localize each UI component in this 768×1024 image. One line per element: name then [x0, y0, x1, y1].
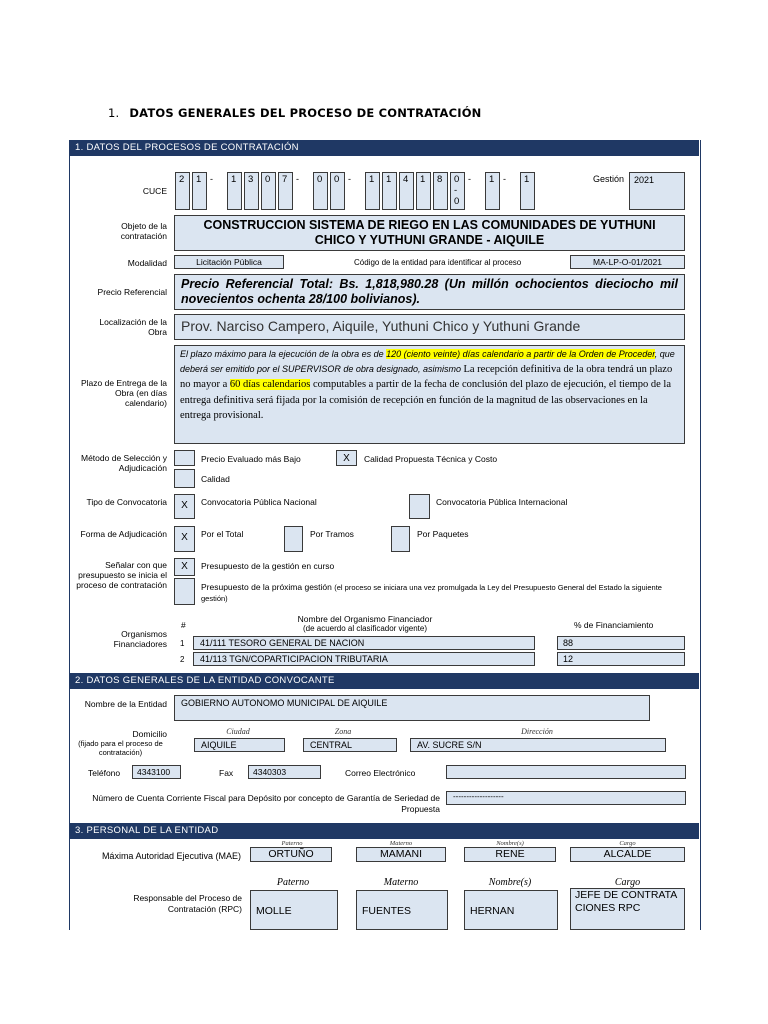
tipo-label: Tipo de Convocatoria [86, 497, 167, 507]
objeto-label: Objeto de la contratación [120, 221, 167, 241]
col-direccion: Dirección [521, 727, 553, 736]
cuce-label: CUCE [142, 186, 167, 196]
cuce-digit-box[interactable]: 4 [399, 172, 414, 210]
org-row-2-num: 2 [180, 655, 185, 664]
cuce-digit-box[interactable]: 0 [261, 172, 276, 210]
mae-col-paterno: Paterno [281, 840, 303, 847]
plazo-text-4: computables a partir de la fecha de conclusión del plazo de ejecución, el tiempo de la entrega definitiva será fijada por la comisión de recepción en función de la magnitud de las observaciones en la entrega provisional. [180, 379, 671, 421]
forma-total-label: Por el Total [201, 529, 244, 539]
forma-paquetes-checkbox[interactable] [391, 526, 410, 552]
forma-total-checkbox[interactable]: X [174, 526, 195, 552]
modalidad-label: Modalidad [127, 258, 167, 268]
telefono-label: Teléfono [88, 768, 121, 778]
mae-cargo-field[interactable]: ALCALDE [570, 847, 685, 862]
rpc-nombre-field[interactable]: HERNAN [464, 890, 558, 930]
precio-field[interactable]: Precio Referencial Total: Bs. 1,818,980.28 (Un millón ochocientos dieciocho mil novecientos ochenta 28/100 bolivianos). [174, 274, 685, 310]
cuce-separator: - [503, 174, 506, 184]
precio-label: Precio Referencial [97, 287, 167, 297]
cuce-digit-box[interactable]: 1 [416, 172, 431, 210]
rpc-label: Responsable del Proceso de Contratación (RPC) [133, 893, 242, 914]
org-row-1-name[interactable]: 41/111 TESORO GENERAL DE NACION [193, 636, 535, 650]
section2-header: 2. DATOS GENERALES DE LA ENTIDAD CONVOCANTE [69, 673, 699, 689]
section3-header: 3. PERSONAL DE LA ENTIDAD [69, 823, 699, 839]
cuce-digit-box[interactable]: 1 [192, 172, 207, 210]
mae-paterno-field[interactable]: ORTUÑO [250, 847, 332, 862]
codigo-label: Código de la entidad para identificar al proceso [354, 258, 522, 267]
cuce-digit-box[interactable]: 3 [244, 172, 259, 210]
mae-nombre-field[interactable]: RENE [464, 847, 556, 862]
cuce-digit-box[interactable]: 7 [278, 172, 293, 210]
objeto-field[interactable]: CONSTRUCCION SISTEMA DE RIEGO EN LAS COMUNIDADES DE YUTHUNI CHICO Y YUTHUNI GRANDE - AIQUILE [174, 215, 685, 251]
org-col-name-title: Nombre del Organismo Financiador [297, 614, 433, 624]
forma-label: Forma de Adjudicación [80, 529, 167, 539]
presupuesto-curso-checkbox[interactable]: X [174, 558, 195, 576]
metodo-label: Método de Selección y Adjudicación [81, 453, 167, 473]
cuce-digit-box[interactable]: 0 - 0 [450, 172, 465, 210]
correo-label: Correo Electrónico [345, 768, 416, 778]
cuce-digit-box[interactable]: 1 [485, 172, 500, 210]
plazo-text-1: El plazo máximo para la ejecución de la obra es de [180, 349, 387, 359]
org-col-pct: % de Financiamiento [574, 620, 654, 630]
presupuesto-label: Señalar con que presupuesto se inicia el proceso de contratación [76, 560, 167, 590]
title-text: DATOS GENERALES DEL PROCESO DE CONTRATACIÓN [129, 106, 482, 120]
cuce-digit-box[interactable]: 1 [365, 172, 380, 210]
forma-tramos-checkbox[interactable] [284, 526, 303, 552]
cuce-digit-box[interactable]: 1 [520, 172, 535, 210]
mae-col-materno: Materno [389, 840, 413, 847]
presupuesto-curso-label: Presupuesto de la gestión en curso [201, 561, 335, 571]
presupuesto-proxima-label [201, 582, 681, 604]
mae-label: Máxima Autoridad Ejecutiva (MAE) [101, 851, 241, 861]
cuenta-field[interactable]: ------------------- [446, 791, 686, 805]
correo-field[interactable] [446, 765, 686, 779]
cuce-digit-box[interactable]: 8 [433, 172, 448, 210]
cuce-digit-box[interactable]: 2 [175, 172, 190, 210]
metodo-precio-checkbox[interactable] [174, 450, 195, 466]
rpc-col-materno: Materno [383, 877, 419, 888]
cuce-separator: - [296, 174, 299, 184]
entidad-label: Nombre de la Entidad [84, 699, 167, 709]
fax-label: Fax [219, 768, 234, 778]
metodo-calidad-checkbox[interactable] [174, 469, 195, 488]
rpc-col-nombre: Nombre(s) [488, 877, 532, 888]
col-ciudad: Ciudad [226, 727, 250, 736]
entidad-field[interactable]: GOBIERNO AUTONOMO MUNICIPAL DE AIQUILE [174, 695, 650, 721]
org-hash: # [181, 620, 186, 630]
mae-col-cargo: Cargo [619, 840, 636, 847]
forma-paquetes-label: Por Paquetes [417, 529, 469, 539]
metodo-precio-label: Precio Evaluado más Bajo [201, 454, 301, 464]
presupuesto-proxima-text: Presupuesto de la próxima gestión [201, 582, 335, 592]
localizacion-field[interactable]: Prov. Narciso Campero, Aiquile, Yuthuni Chico y Yuthuni Grande [174, 314, 685, 340]
title-number: 1. [108, 106, 120, 120]
metodo-calidad-costo-label: Calidad Propuesta Técnica y Costo [364, 454, 498, 464]
rpc-col-paterno: Paterno [276, 877, 310, 888]
direccion-field[interactable]: AV. SUCRE S/N [410, 738, 666, 752]
plazo-field[interactable] [174, 345, 685, 444]
org-col-name [260, 614, 470, 634]
org-row-1-num: 1 [180, 639, 185, 648]
modalidad-field[interactable]: Licitación Pública [174, 255, 284, 269]
section1-header: 1. DATOS DEL PROCESOS DE CONTRATACIÓN [69, 140, 699, 156]
ciudad-field[interactable]: AIQUILE [194, 738, 285, 752]
cuce-digit-box[interactable]: 0 [330, 172, 345, 210]
gestion-label: Gestión [592, 174, 624, 184]
rpc-col-cargo: Cargo [614, 877, 641, 888]
cuce-digit-box[interactable]: 1 [227, 172, 242, 210]
domicilio-sub: (fijado para el proceso de contratación) [78, 739, 163, 757]
rpc-materno-field[interactable]: FUENTES [356, 890, 448, 930]
rpc-cargo-field[interactable]: JEFE DE CONTRATACIONES RPC [570, 888, 685, 930]
tipo-nacional-label: Convocatoria Pública Nacional [201, 497, 317, 507]
fax-field[interactable]: 4340303 [248, 765, 321, 779]
domicilio-label: Domicilio [132, 729, 167, 739]
cuce-separator: - [348, 174, 351, 184]
telefono-field[interactable]: 4343100 [132, 765, 181, 779]
cuce-digit-box[interactable]: 1 [382, 172, 397, 210]
localizacion-label: Localización de la Obra [99, 317, 167, 337]
rpc-paterno-field[interactable]: MOLLE [250, 890, 338, 930]
metodo-calidad-label: Calidad [201, 474, 230, 484]
tipo-internacional-checkbox[interactable] [409, 494, 430, 519]
mae-materno-field[interactable]: MAMANI [356, 847, 446, 862]
cuce-separator: - [210, 174, 213, 184]
plazo-text-2: , que deberá ser emitido por el SUPERVISOR de obra designado, asimismo [180, 349, 675, 374]
cuce-separator: - [468, 174, 471, 184]
cuenta-label: Número de Cuenta Corriente Fiscal para Depósito por concepto de Garantía de Seriedad de Propuesta [92, 793, 440, 814]
org-row-2-name[interactable]: 41/113 TGN/COPARTICIPACION TRIBUTARIA [193, 652, 535, 666]
codigo-field[interactable]: MA-LP-O-01/2021 [570, 255, 685, 269]
document-title [108, 106, 482, 120]
presupuesto-proxima-checkbox[interactable] [174, 578, 195, 605]
plazo-highlight-2: 60 días calendarios [229, 379, 311, 390]
org-row-1-pct[interactable]: 88 [557, 636, 685, 650]
plazo-label: Plazo de Entrega de la Obra (en días calendario) [80, 378, 167, 408]
presupuesto-proxima-note: (el proceso se iniciara una vez promulgada la Ley del Presupuesto General del Estado la siguiente gestión) [201, 583, 662, 603]
zona-field[interactable]: CENTRAL [303, 738, 397, 752]
col-zona: Zona [334, 727, 352, 736]
org-label: Organismos Financiadores [113, 629, 167, 649]
mae-col-nombre: Nombre(s) [496, 840, 524, 847]
plazo-highlight-1: 120 (ciento veinte) días calendario a partir de la Orden de Proceder [386, 349, 655, 359]
gestion-field[interactable]: 2021 [629, 172, 685, 210]
plazo-text-3: La recepción definitiva de la obra tendrá un plazo no mayor a [180, 363, 673, 390]
metodo-calidad-costo-checkbox[interactable]: X [336, 450, 357, 466]
forma-tramos-label: Por Tramos [310, 529, 354, 539]
tipo-nacional-checkbox[interactable]: X [174, 494, 195, 519]
tipo-internacional-label: Convocatoria Pública Internacional [436, 497, 568, 507]
cuce-digit-box[interactable]: 0 [313, 172, 328, 210]
org-row-2-pct[interactable]: 12 [557, 652, 685, 666]
org-col-name-sub: (de acuerdo al clasificador vigente) [302, 624, 428, 633]
